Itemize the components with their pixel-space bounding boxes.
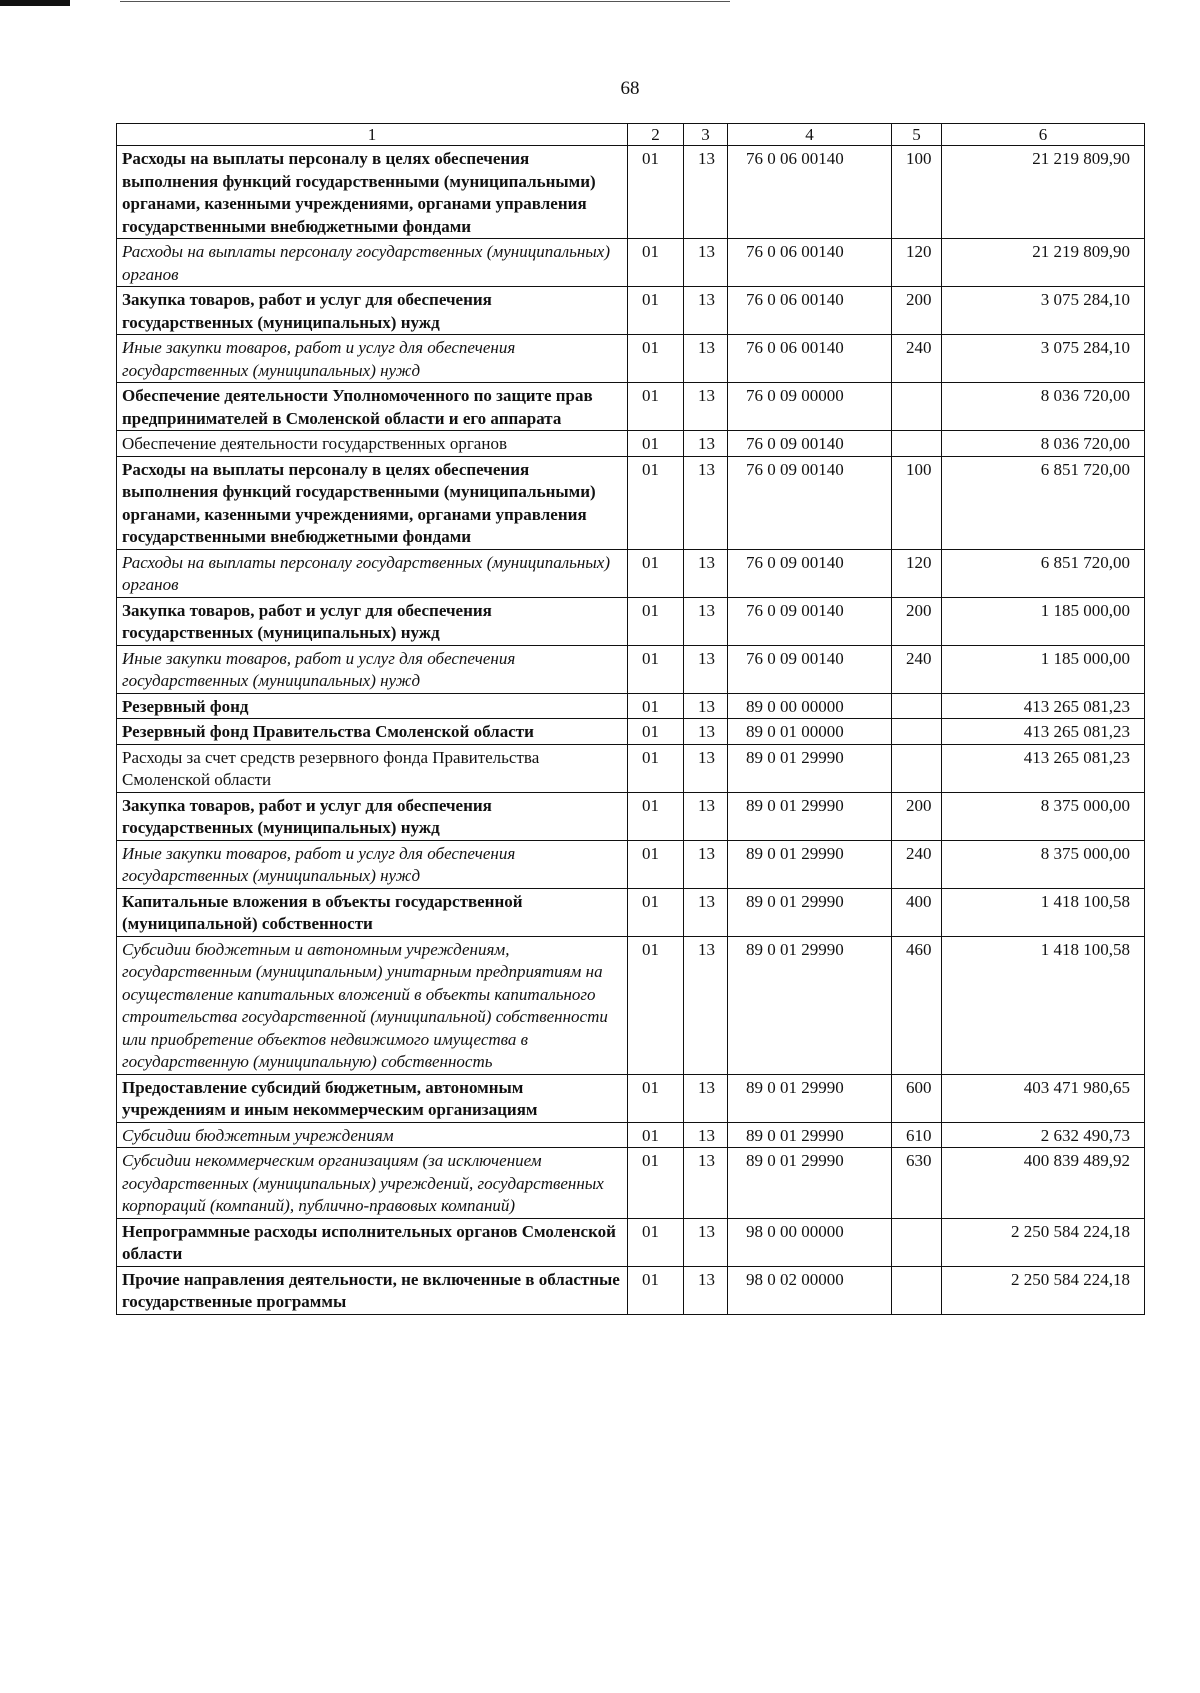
budget-table [116,123,1145,1315]
row-amount: 2 250 584 224,18 [942,1266,1145,1314]
row-expense-type: 400 [892,888,942,936]
row-amount: 6 851 720,00 [942,456,1145,549]
column-header: 4 [728,124,892,146]
row-subsection: 13 [684,693,728,719]
row-subsection: 13 [684,383,728,431]
row-target-code: 89 0 01 29990 [728,744,892,792]
table-row [117,1148,1145,1219]
row-name: Расходы на выплаты персоналу в целях обеспечения выполнения функций государственными (муниципальными) органами, казенными учреждениями, органами управления государственными внебюджетными фондами [117,456,628,549]
row-subsection: 13 [684,1266,728,1314]
row-section: 01 [628,888,684,936]
row-amount: 1 185 000,00 [942,597,1145,645]
row-amount: 1 418 100,58 [942,888,1145,936]
row-expense-type: 240 [892,335,942,383]
row-amount: 2 250 584 224,18 [942,1218,1145,1266]
row-expense-type: 240 [892,645,942,693]
row-name: Иные закупки товаров, работ и услуг для обеспечения государственных (муниципальных) нужд [117,840,628,888]
row-section: 01 [628,335,684,383]
row-target-code: 76 0 09 00140 [728,456,892,549]
scan-artifact-bar [0,0,70,6]
row-name: Предоставление субсидий бюджетным, автономным учреждениям и иным некоммерческим организациям [117,1074,628,1122]
table-row [117,1074,1145,1122]
row-name: Закупка товаров, работ и услуг для обеспечения государственных (муниципальных) нужд [117,597,628,645]
row-name: Субсидии некоммерческим организациям (за исключением государственных (муниципальных) учреждений, государственных корпораций (компаний), публично-правовых компаний) [117,1148,628,1219]
row-name: Обеспечение деятельности государственных органов [117,431,628,457]
row-target-code: 76 0 06 00140 [728,287,892,335]
row-section: 01 [628,146,684,239]
row-subsection: 13 [684,792,728,840]
table-row [117,1122,1145,1148]
row-expense-type [892,1266,942,1314]
row-target-code: 76 0 09 00140 [728,549,892,597]
row-section: 01 [628,549,684,597]
row-expense-type [892,431,942,457]
row-name: Закупка товаров, работ и услуг для обеспечения государственных (муниципальных) нужд [117,287,628,335]
row-section: 01 [628,383,684,431]
row-section: 01 [628,597,684,645]
row-subsection: 13 [684,287,728,335]
table-row [117,645,1145,693]
row-section: 01 [628,431,684,457]
row-section: 01 [628,1122,684,1148]
row-target-code: 76 0 09 00140 [728,431,892,457]
row-expense-type: 600 [892,1074,942,1122]
table-row [117,383,1145,431]
column-header: 5 [892,124,942,146]
row-subsection: 13 [684,456,728,549]
row-amount: 6 851 720,00 [942,549,1145,597]
table-row [117,146,1145,239]
table-row [117,431,1145,457]
row-amount: 3 075 284,10 [942,287,1145,335]
row-amount: 413 265 081,23 [942,744,1145,792]
table-row [117,888,1145,936]
row-section: 01 [628,287,684,335]
row-amount: 2 632 490,73 [942,1122,1145,1148]
row-target-code: 89 0 01 29990 [728,792,892,840]
column-header: 1 [117,124,628,146]
row-expense-type [892,744,942,792]
row-subsection: 13 [684,1074,728,1122]
row-subsection: 13 [684,1122,728,1148]
scan-artifact-line [120,1,730,2]
row-name: Субсидии бюджетным учреждениям [117,1122,628,1148]
table-row [117,840,1145,888]
row-section: 01 [628,936,684,1074]
table-row [117,693,1145,719]
row-name: Расходы на выплаты персоналу государственных (муниципальных) органов [117,239,628,287]
row-section: 01 [628,840,684,888]
row-amount: 8 036 720,00 [942,431,1145,457]
row-section: 01 [628,645,684,693]
row-amount: 403 471 980,65 [942,1074,1145,1122]
row-expense-type: 200 [892,792,942,840]
row-name: Резервный фонд [117,693,628,719]
row-expense-type: 100 [892,456,942,549]
row-name: Расходы на выплаты персоналу в целях обеспечения выполнения функций государственными (муниципальными) органами, казенными учреждениями, органами управления государственными внебюджетными фондами [117,146,628,239]
table-row [117,1266,1145,1314]
row-target-code: 89 0 01 29990 [728,936,892,1074]
row-section: 01 [628,1148,684,1219]
row-amount: 413 265 081,23 [942,693,1145,719]
row-name: Резервный фонд Правительства Смоленской области [117,719,628,745]
row-subsection: 13 [684,1148,728,1219]
row-target-code: 89 0 01 29990 [728,888,892,936]
row-subsection: 13 [684,335,728,383]
column-header: 3 [684,124,728,146]
table-header-row [117,124,1145,146]
row-subsection: 13 [684,597,728,645]
table-row [117,549,1145,597]
table-row [117,239,1145,287]
row-name: Закупка товаров, работ и услуг для обеспечения государственных (муниципальных) нужд [117,792,628,840]
column-header: 2 [628,124,684,146]
row-section: 01 [628,239,684,287]
table-row [117,456,1145,549]
row-expense-type: 100 [892,146,942,239]
row-target-code: 98 0 02 00000 [728,1266,892,1314]
row-target-code: 76 0 06 00140 [728,146,892,239]
row-target-code: 76 0 09 00140 [728,597,892,645]
row-amount: 1 185 000,00 [942,645,1145,693]
row-amount: 1 418 100,58 [942,936,1145,1074]
table-row [117,335,1145,383]
table-row [117,719,1145,745]
table-row [117,744,1145,792]
row-target-code: 76 0 06 00140 [728,239,892,287]
row-name: Прочие направления деятельности, не включенные в областные государственные программы [117,1266,628,1314]
row-name: Расходы за счет средств резервного фонда Правительства Смоленской области [117,744,628,792]
row-amount: 413 265 081,23 [942,719,1145,745]
row-subsection: 13 [684,888,728,936]
table-row [117,597,1145,645]
row-subsection: 13 [684,146,728,239]
row-expense-type [892,719,942,745]
row-section: 01 [628,1074,684,1122]
row-section: 01 [628,1218,684,1266]
page-number: 68 [620,78,640,99]
row-expense-type: 610 [892,1122,942,1148]
row-target-code: 89 0 01 29990 [728,840,892,888]
column-header: 6 [942,124,1145,146]
row-target-code: 89 0 01 29990 [728,1074,892,1122]
row-expense-type [892,1218,942,1266]
row-name: Непрограммные расходы исполнительных органов Смоленской области [117,1218,628,1266]
row-subsection: 13 [684,431,728,457]
row-amount: 21 219 809,90 [942,146,1145,239]
row-section: 01 [628,744,684,792]
row-amount: 400 839 489,92 [942,1148,1145,1219]
table-row [117,936,1145,1074]
row-subsection: 13 [684,719,728,745]
row-target-code: 76 0 09 00000 [728,383,892,431]
row-section: 01 [628,693,684,719]
row-target-code: 89 0 00 00000 [728,693,892,719]
row-name: Иные закупки товаров, работ и услуг для обеспечения государственных (муниципальных) нужд [117,645,628,693]
row-subsection: 13 [684,549,728,597]
table-row [117,1218,1145,1266]
row-expense-type: 200 [892,287,942,335]
row-name: Капитальные вложения в объекты государственной (муниципальной) собственности [117,888,628,936]
row-target-code: 89 0 01 00000 [728,719,892,745]
row-subsection: 13 [684,239,728,287]
row-expense-type [892,693,942,719]
row-amount: 3 075 284,10 [942,335,1145,383]
row-expense-type: 120 [892,549,942,597]
row-target-code: 89 0 01 29990 [728,1148,892,1219]
row-expense-type: 630 [892,1148,942,1219]
row-amount: 21 219 809,90 [942,239,1145,287]
row-subsection: 13 [684,744,728,792]
row-amount: 8 375 000,00 [942,840,1145,888]
row-target-code: 76 0 09 00140 [728,645,892,693]
row-section: 01 [628,456,684,549]
row-expense-type: 120 [892,239,942,287]
row-expense-type: 200 [892,597,942,645]
row-target-code: 98 0 00 00000 [728,1218,892,1266]
row-subsection: 13 [684,936,728,1074]
row-name: Иные закупки товаров, работ и услуг для обеспечения государственных (муниципальных) нужд [117,335,628,383]
table-row [117,792,1145,840]
row-amount: 8 036 720,00 [942,383,1145,431]
row-section: 01 [628,1266,684,1314]
row-target-code: 89 0 01 29990 [728,1122,892,1148]
row-section: 01 [628,719,684,745]
row-name: Обеспечение деятельности Уполномоченного по защите прав предпринимателей в Смоленской области и его аппарата [117,383,628,431]
row-target-code: 76 0 06 00140 [728,335,892,383]
row-expense-type: 460 [892,936,942,1074]
row-section: 01 [628,792,684,840]
row-name: Расходы на выплаты персоналу государственных (муниципальных) органов [117,549,628,597]
row-name: Субсидии бюджетным и автономным учреждениям, государственным (муниципальным) унитарным предприятиям на осуществление капитальных вложений в объекты капитального строительства государственной (муниципальной) собственности или приобретение объектов недвижимого имущества в государственную (муниципальную) собственность [117,936,628,1074]
row-expense-type [892,383,942,431]
row-subsection: 13 [684,840,728,888]
row-expense-type: 240 [892,840,942,888]
table-row [117,287,1145,335]
row-subsection: 13 [684,1218,728,1266]
row-subsection: 13 [684,645,728,693]
row-amount: 8 375 000,00 [942,792,1145,840]
